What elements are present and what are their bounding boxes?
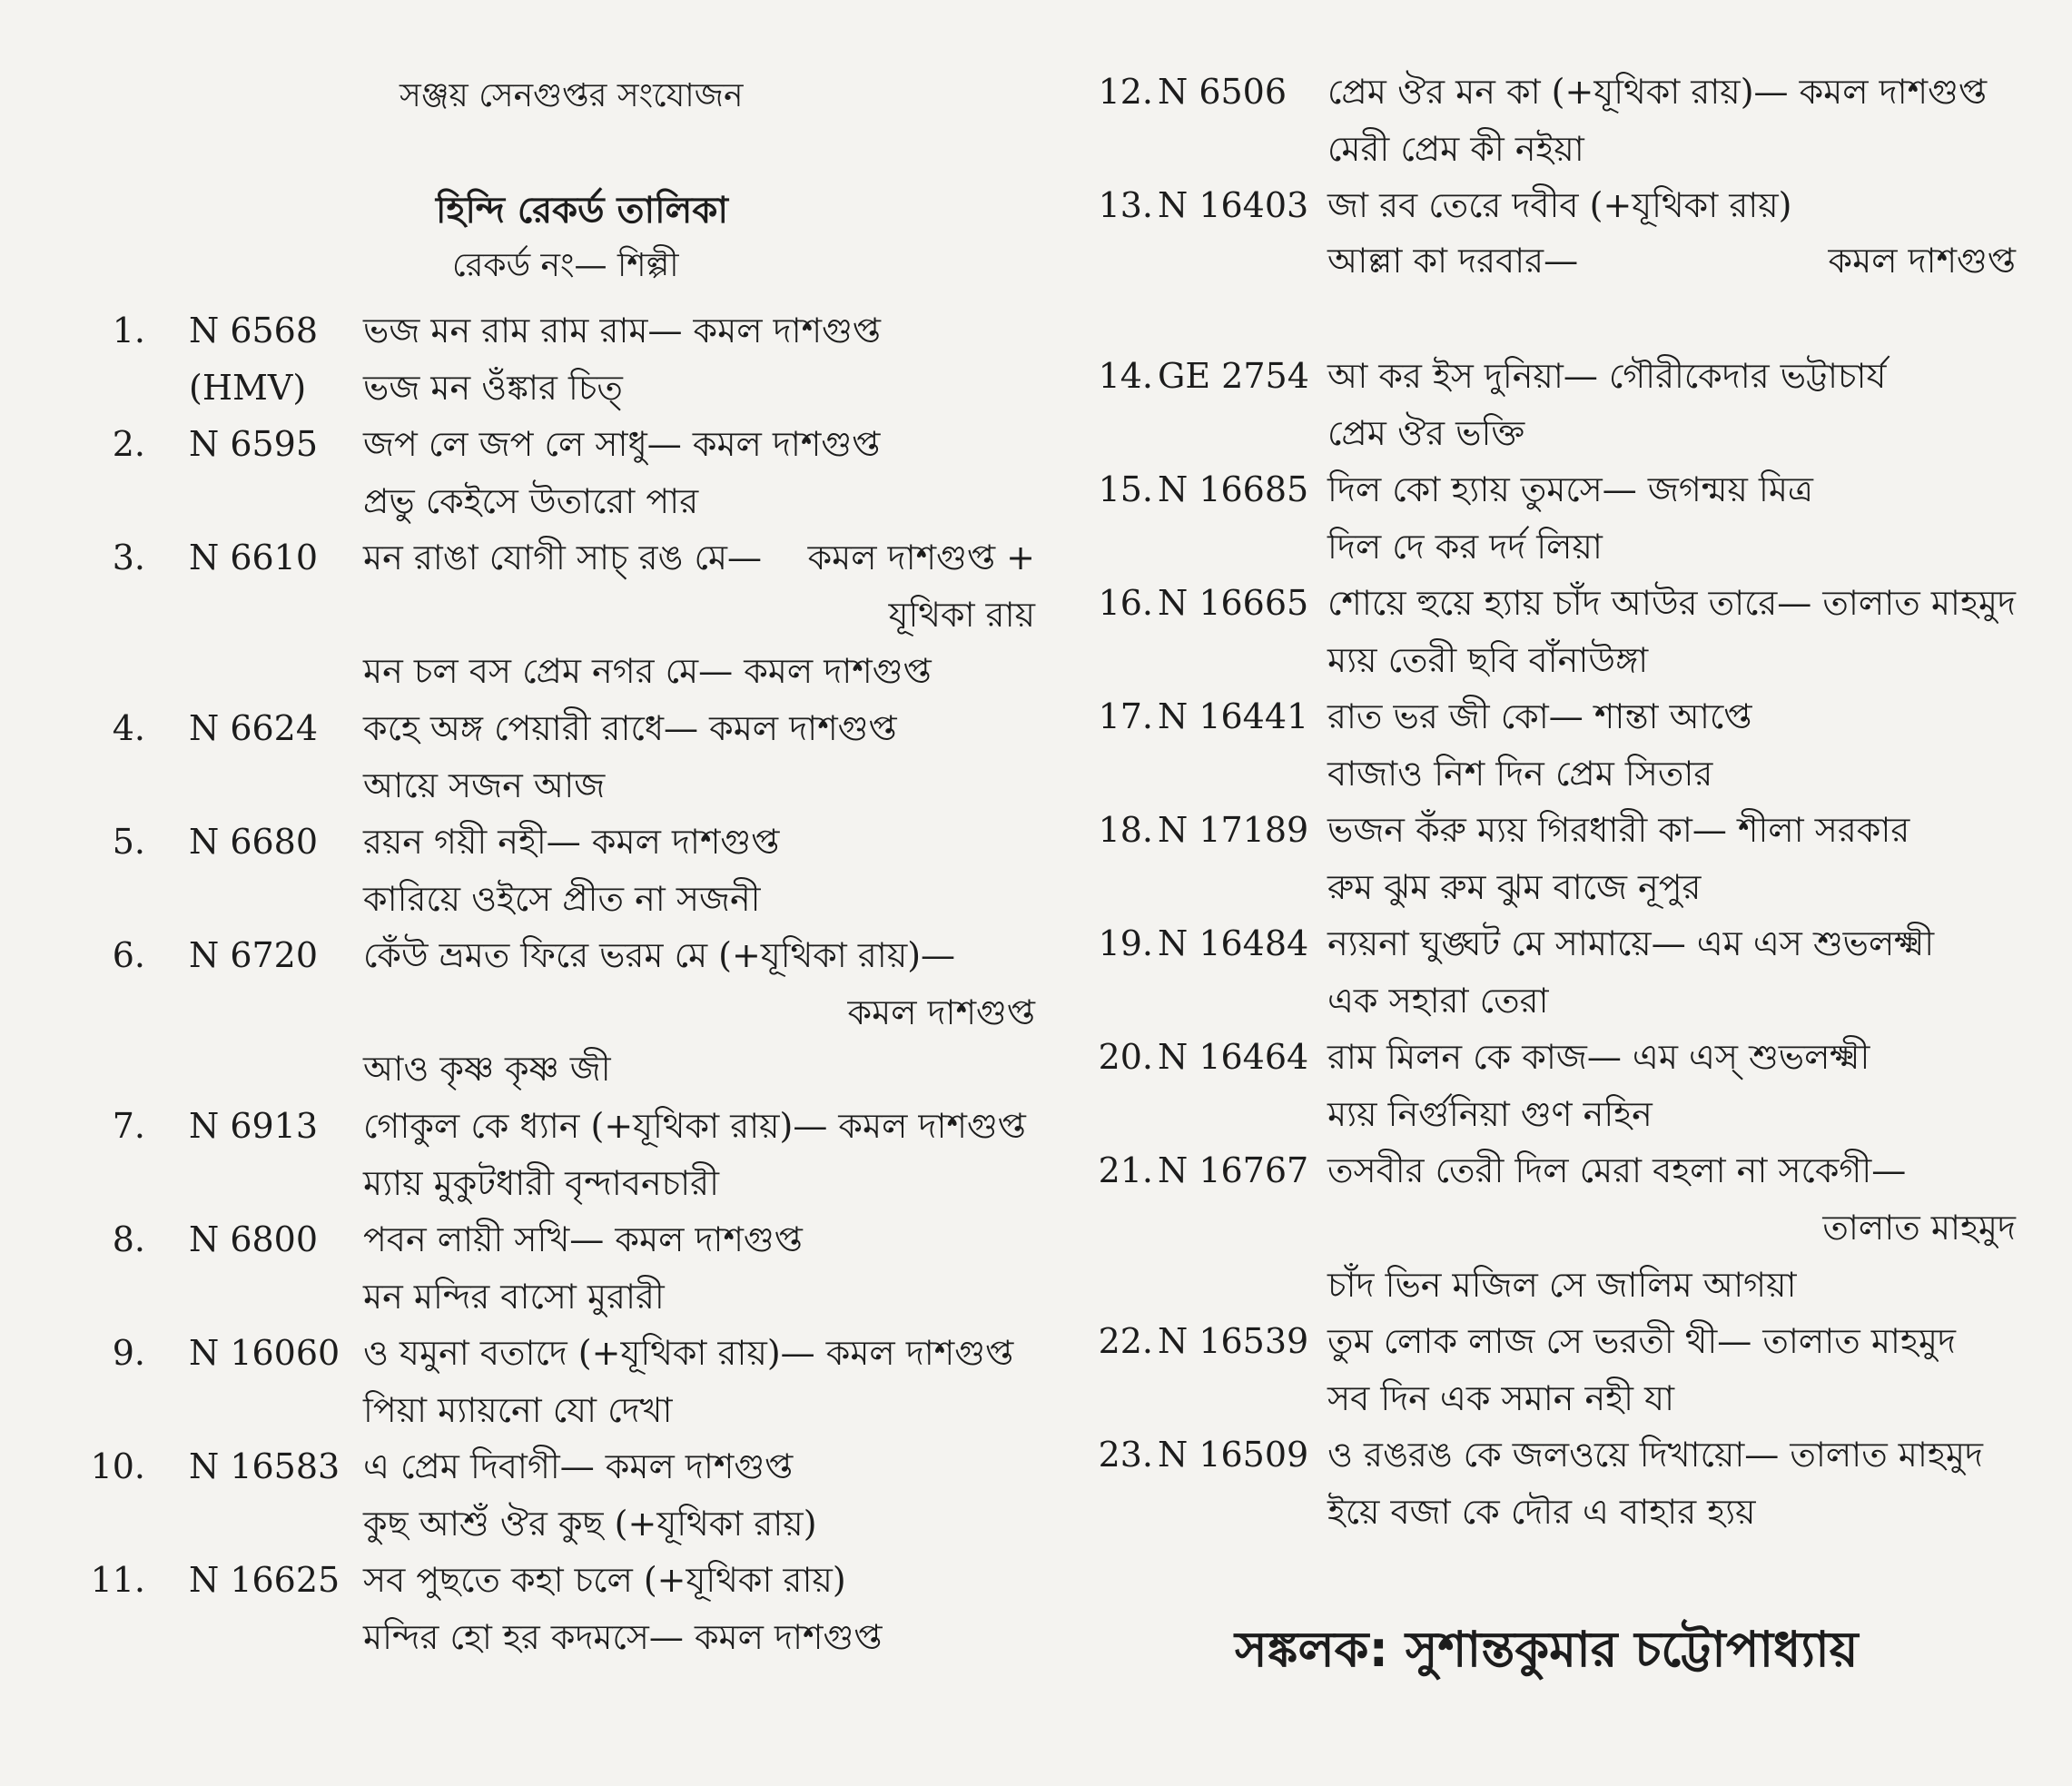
record-number: N 16583 (189, 1446, 340, 1486)
entry-number: 20. (1098, 1037, 1153, 1077)
column-heading: রেকর্ড নং— শিল্পী (452, 247, 679, 284)
artist-credit: যূথিকা রায় (888, 595, 1035, 635)
entry-number: 21. (1098, 1150, 1153, 1190)
song-line: ভজ মন রাম রাম রাম— কমল দাশগুপ্ত (363, 311, 882, 350)
song-line: তসবীর তেরী দিল মেরা বহলা না সকেগী— (1327, 1150, 1907, 1190)
song-line: রুম ঝুম রুম ঝুম বাজে নূপুর (1327, 867, 1702, 907)
song-line: চাঁদ ভিন মজিল সে জালিম আগয়া (1327, 1265, 1797, 1305)
song-line: কারিয়ে ওইসে প্রীত না সজনী (363, 879, 761, 919)
entry-number: 2. (112, 424, 145, 464)
compiler-credit: সঙ্কলক: সুশান্তকুমার চট্টোপাধ্যায় (1235, 1621, 1859, 1678)
entry-number: 12. (1098, 72, 1153, 112)
song-line: ম্যয় তেরী ছবি বাঁনাউঙ্গা (1327, 640, 1649, 680)
entry-number: 17. (1098, 696, 1153, 736)
song-line: আ কর ইস দুনিয়া— গৌরীকেদার ভট্টাচার্য (1327, 356, 1887, 396)
record-number: N 16484 (1158, 923, 1309, 963)
song-line: জা রব তেরে দবীব (+যূথিকা রায়) (1327, 185, 1792, 225)
entry-number: 4. (112, 708, 145, 748)
entry-number: 6. (112, 935, 145, 975)
record-number: N 6506 (1158, 72, 1288, 112)
artist-credit: কমল দাশগুপ্ত + (807, 538, 1035, 577)
song-line: দিল কো হ্যায় তুমসে— জগন্ময় মিত্র (1327, 469, 1813, 509)
song-line: ভজন কঁরু ম্যয় গিরধারী কা— শীলা সরকার (1327, 810, 1910, 850)
song-line: মেরী প্রেম কী নইয়া (1327, 129, 1584, 169)
record-number: N 6624 (189, 708, 319, 748)
song-line: আল্লা কা দরবার— (1327, 241, 1579, 281)
song-line: ম্যায় মুকুটধারী বৃন্দাবনচারী (363, 1163, 719, 1203)
record-number: N 6720 (189, 935, 319, 975)
entry-number: 19. (1098, 923, 1153, 963)
entry-number: 22. (1098, 1321, 1153, 1361)
song-line: মন্দির হো হর কদমসে— কমল দাশগুপ্ত (363, 1617, 883, 1657)
entry-number: 13. (1098, 185, 1153, 225)
entry-number: 15. (1098, 469, 1153, 509)
record-number: N 17189 (1158, 810, 1309, 850)
song-line: ভজ মন ওঁঙ্কার চিত্ (363, 368, 623, 408)
song-line: বাজাও নিশ দিন প্রেম সিতার (1327, 754, 1713, 794)
song-line: মন রাঙা যোগী সাচ্ রঙ মে— (363, 538, 763, 577)
entry-number: 14. (1098, 356, 1153, 396)
entry-number: 3. (112, 538, 145, 577)
record-number: N 16665 (1158, 583, 1309, 623)
record-number: N 16403 (1158, 185, 1309, 225)
record-number: N 16441 (1158, 696, 1309, 736)
record-number: N 16509 (1158, 1435, 1309, 1475)
record-number: N 6913 (189, 1106, 319, 1146)
song-line: প্রেম ঔর ভক্তি (1327, 413, 1525, 453)
song-line: কুছ আশুঁ ঔর কুছ (+যূথিকা রায়) (363, 1504, 817, 1544)
song-line: মন চল বস প্রেম নগর মে— কমল দাশগুপ্ত (363, 651, 932, 691)
entry-number: 5. (112, 822, 145, 862)
song-line: জপ লে জপ লে সাধু— কমল দাশগুপ্ত (363, 424, 881, 464)
entry-number: 18. (1098, 810, 1153, 850)
record-number: N 16060 (189, 1333, 340, 1373)
song-line: ও রঙরঙ কে জলওয়ে দিখায়ো— তালাত মাহমুদ (1327, 1435, 1983, 1475)
entry-number: 10. (90, 1446, 145, 1486)
song-line: দিল দে কর দর্দ লিয়া (1327, 527, 1603, 567)
record-number: N 16767 (1158, 1150, 1309, 1190)
song-line: কহে অঙ্গ পেয়ারী রাধে— কমল দাশগুপ্ত (363, 708, 897, 748)
song-line: রয়ন গয়ী নহী— কমল দাশগুপ্ত (363, 822, 780, 862)
page-title: হিন্দি রেকর্ড তালিকা (436, 189, 728, 232)
record-number: N 6595 (189, 424, 319, 464)
entry-number: 7. (112, 1106, 145, 1146)
song-line: কেঁউ ভ্রমত ফিরে ভরম মে (+যূথিকা রায়)— (363, 935, 956, 975)
entry-number: 9. (112, 1333, 145, 1373)
record-number: N 16685 (1158, 469, 1309, 509)
artist-credit: কমল দাশগুপ্ত (847, 992, 1035, 1032)
record-number: N 6680 (189, 822, 319, 862)
song-line: তুম লোক লাজ সে ভরতী থী— তালাত মাহমুদ (1327, 1321, 1956, 1361)
song-line: ম্যয় নির্গুনিয়া গুণ নহিন (1327, 1094, 1653, 1134)
artist-credit: তালাত মাহমুদ (1822, 1208, 2016, 1248)
compiler-attribution: সঞ্জয় সেনগুপ্তর সংযোজন (400, 77, 744, 114)
entry-number: 1. (112, 311, 145, 350)
artist-credit: কমল দাশগুপ্ত (1828, 241, 2016, 281)
song-line: ন্যয়না ঘুঙ্ঘট মে সামায়ে— এম এস শুভলক্ষ্মী (1327, 923, 1935, 963)
song-line: প্রেম ঔর মন কা (+যূথিকা রায়)— কমল দাশগুপ্ত (1327, 72, 1988, 112)
song-line: আয়ে সজন আজ (363, 765, 606, 805)
song-line: ও যমুনা বতাদে (+যূথিকা রায়)— কমল দাশগুপ্ত (363, 1333, 1014, 1373)
song-line: শোয়ে হুয়ে হ্যায় চাঁদ আউর তারে— তালাত মাহমুদ (1327, 583, 2016, 623)
song-line: পিয়া ম্যায়নো যো দেখা (363, 1390, 673, 1430)
song-line: রাম মিলন কে কাজ— এম এস্ শুভলক্ষ্মী (1327, 1037, 1870, 1077)
record-number: GE 2754 (1158, 356, 1309, 396)
song-line: সব পুছতে কহা চলে (+যূথিকা রায়) (363, 1560, 846, 1600)
record-number: N 6610 (189, 538, 319, 577)
record-number: N 6568 (189, 311, 319, 350)
song-line: রাত ভর জী কো— শান্তা আপ্তে (1327, 696, 1752, 736)
record-number: N 16464 (1158, 1037, 1309, 1077)
song-line: সব দিন এক সমান নহী যা (1327, 1378, 1674, 1418)
song-line: মন মন্দির বাসো মুরারী (363, 1277, 665, 1317)
song-line: এক সহারা তেরা (1327, 981, 1549, 1021)
song-line: আও কৃষ্ণ কৃষ্ণ জী (363, 1049, 611, 1089)
record-label: (HMV) (189, 368, 307, 408)
song-line: প্রভু কেইসে উতারো পার (363, 481, 699, 521)
record-number: N 16539 (1158, 1321, 1309, 1361)
entry-number: 8. (112, 1219, 145, 1259)
song-line: ইয়ে বজা কে দৌর এ বাহার হ্যয় (1327, 1492, 1756, 1532)
record-number: N 6800 (189, 1219, 319, 1259)
entry-number: 16. (1098, 583, 1153, 623)
song-line: পবন লায়ী সখি— কমল দাশগুপ্ত (363, 1219, 803, 1259)
song-line: এ প্রেম দিবাগী— কমল দাশগুপ্ত (363, 1446, 794, 1486)
song-line: গোকুল কে ধ্যান (+যূথিকা রায়)— কমল দাশগুপ্ত (363, 1106, 1026, 1146)
entry-number: 11. (90, 1560, 145, 1600)
entry-number: 23. (1098, 1435, 1153, 1475)
record-number: N 16625 (189, 1560, 340, 1600)
